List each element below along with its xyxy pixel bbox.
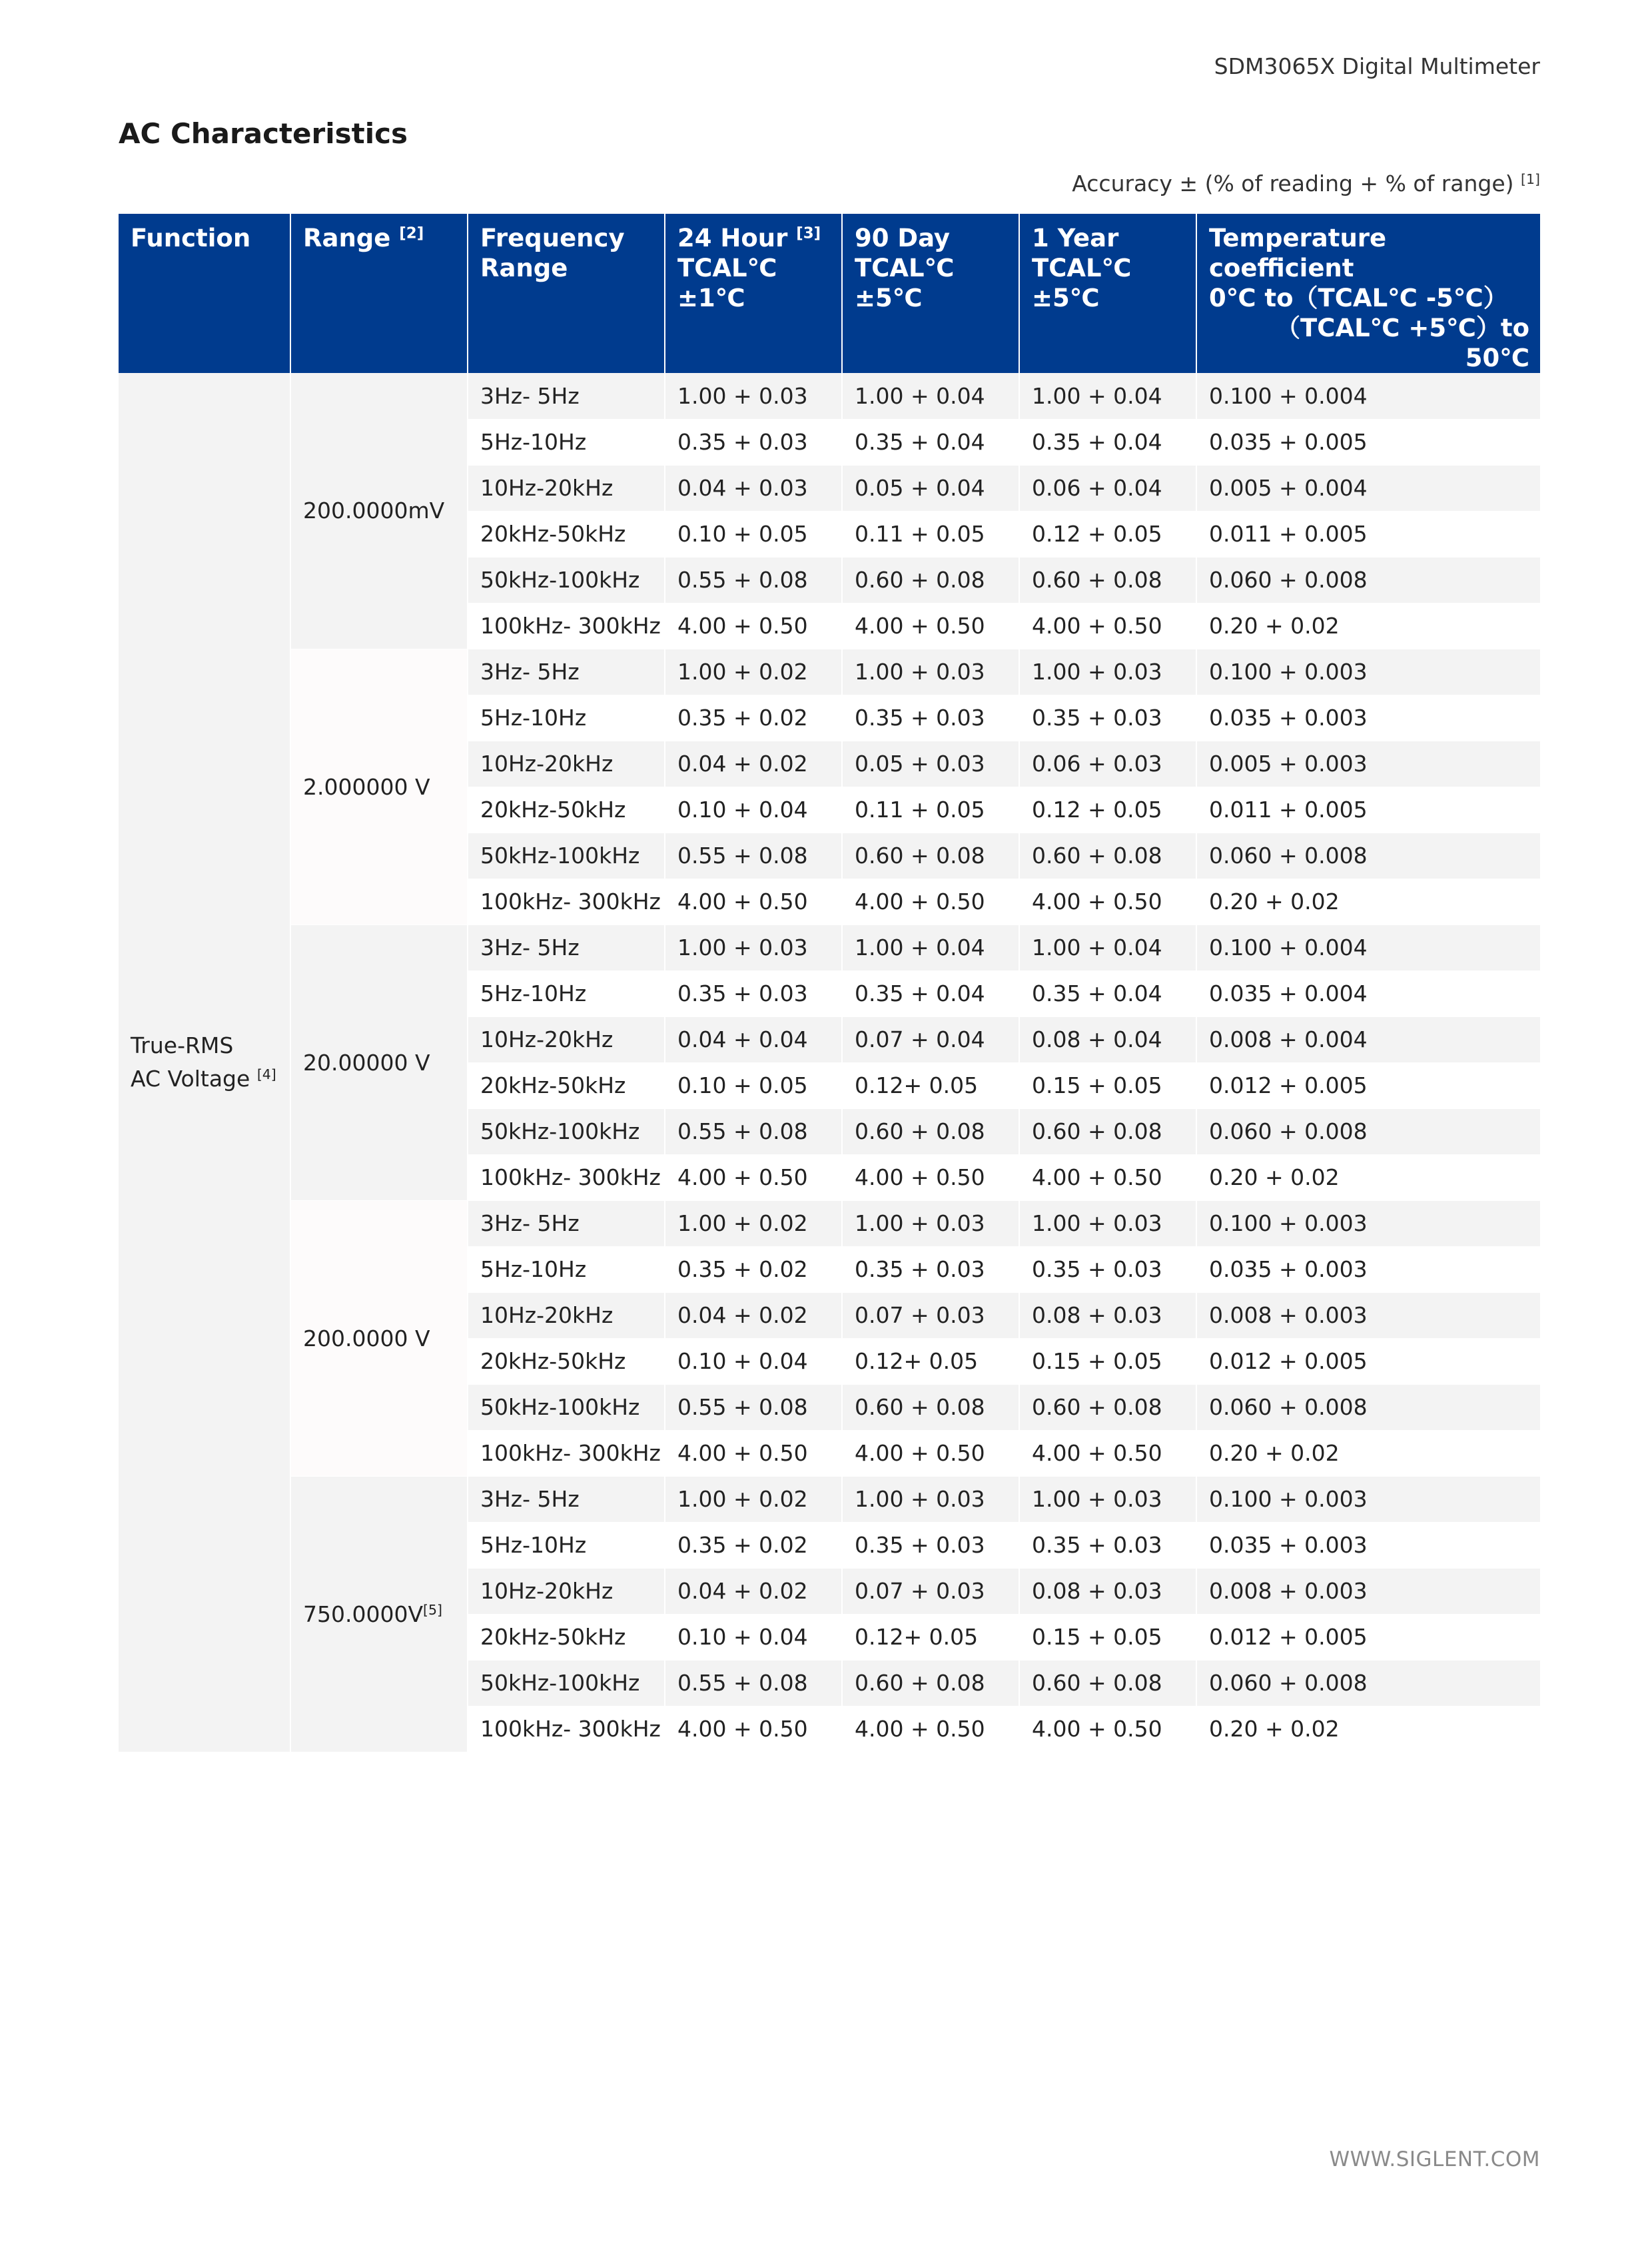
temp-coefficient-cell: 0.060 + 0.008 — [1196, 557, 1540, 603]
temp-coefficient-cell: 0.011 + 0.005 — [1196, 787, 1540, 833]
column-header-function — [119, 214, 290, 373]
90-day-cell: 0.35 + 0.03 — [842, 695, 1019, 741]
column-header-line: ±1℃ — [677, 284, 745, 312]
90-day-cell: 0.11 + 0.05 — [842, 787, 1019, 833]
90-day-cell: 0.07 + 0.04 — [842, 1016, 1019, 1062]
frequency-range-cell: 3Hz- 5Hz — [468, 925, 665, 970]
1-year-cell: 0.08 + 0.03 — [1019, 1292, 1196, 1338]
24-hour-cell: 1.00 + 0.02 — [665, 649, 842, 695]
24-hour-cell: 0.55 + 0.08 — [665, 1108, 842, 1154]
temp-coefficient-cell: 0.100 + 0.003 — [1196, 1200, 1540, 1246]
temp-coefficient-cell: 0.20 + 0.02 — [1196, 879, 1540, 925]
column-header-ref: [2] — [399, 224, 424, 242]
temp-coefficient-cell: 0.035 + 0.004 — [1196, 970, 1540, 1016]
90-day-cell: 0.05 + 0.03 — [842, 741, 1019, 787]
frequency-range-cell: 10Hz-20kHz — [468, 1016, 665, 1062]
24-hour-cell: 0.10 + 0.05 — [665, 511, 842, 557]
24-hour-cell: 0.10 + 0.04 — [665, 787, 842, 833]
temp-coefficient-cell: 0.060 + 0.008 — [1196, 833, 1540, 879]
temp-coefficient-cell: 0.20 + 0.02 — [1196, 1154, 1540, 1200]
1-year-cell: 0.60 + 0.08 — [1019, 833, 1196, 879]
1-year-cell: 0.60 + 0.08 — [1019, 1384, 1196, 1430]
column-header-line: Frequency — [480, 224, 625, 252]
1-year-cell: 0.35 + 0.03 — [1019, 1522, 1196, 1568]
function-ref: [4] — [256, 1066, 276, 1082]
1-year-cell: 0.08 + 0.03 — [1019, 1568, 1196, 1614]
1-year-cell: 0.15 + 0.05 — [1019, 1614, 1196, 1660]
temp-coefficient-cell: 0.005 + 0.003 — [1196, 741, 1540, 787]
frequency-range-cell: 100kHz- 300kHz — [468, 879, 665, 925]
90-day-cell: 0.11 + 0.05 — [842, 511, 1019, 557]
table-row — [119, 1476, 1540, 1522]
90-day-cell: 0.07 + 0.03 — [842, 1292, 1019, 1338]
frequency-range-cell: 3Hz- 5Hz — [468, 649, 665, 695]
range-label: 2.000000 V — [303, 773, 430, 800]
function-label-text: AC Voltage — [131, 1065, 250, 1092]
1-year-cell: 4.00 + 0.50 — [1019, 879, 1196, 925]
24-hour-cell: 1.00 + 0.02 — [665, 1200, 842, 1246]
column-header-line: 0℃ to（TCAL℃ -5℃） — [1209, 284, 1508, 312]
90-day-cell: 0.12+ 0.05 — [842, 1614, 1019, 1660]
90-day-cell: 4.00 + 0.50 — [842, 1430, 1019, 1476]
frequency-range-cell: 100kHz- 300kHz — [468, 1706, 665, 1752]
90-day-cell: 4.00 + 0.50 — [842, 879, 1019, 925]
1-year-cell: 1.00 + 0.03 — [1019, 649, 1196, 695]
footer-website: WWW.SIGLENT.COM — [1329, 2147, 1540, 2171]
range-ref: [5] — [423, 1601, 442, 1618]
frequency-range-cell: 50kHz-100kHz — [468, 1108, 665, 1154]
90-day-cell: 0.60 + 0.08 — [842, 557, 1019, 603]
column-header-line: Function — [131, 224, 251, 252]
frequency-range-cell: 100kHz- 300kHz — [468, 603, 665, 649]
temp-coefficient-cell: 0.060 + 0.008 — [1196, 1384, 1540, 1430]
table-row — [119, 649, 1540, 695]
frequency-range-cell: 5Hz-10Hz — [468, 970, 665, 1016]
column-header-90-day — [842, 214, 1019, 373]
column-header-line: ±5℃ — [855, 284, 923, 312]
1-year-cell: 0.15 + 0.05 — [1019, 1338, 1196, 1384]
temp-coefficient-cell: 0.035 + 0.003 — [1196, 695, 1540, 741]
frequency-range-cell: 50kHz-100kHz — [468, 557, 665, 603]
column-header-line: Range — [480, 254, 568, 282]
frequency-range-cell: 5Hz-10Hz — [468, 1246, 665, 1292]
90-day-cell: 0.35 + 0.03 — [842, 1522, 1019, 1568]
frequency-range-cell: 3Hz- 5Hz — [468, 1476, 665, 1522]
24-hour-cell: 0.04 + 0.03 — [665, 465, 842, 511]
90-day-cell: 0.35 + 0.04 — [842, 419, 1019, 465]
frequency-range-cell: 20kHz-50kHz — [468, 511, 665, 557]
1-year-cell: 1.00 + 0.03 — [1019, 1476, 1196, 1522]
function-label-line — [131, 1029, 278, 1062]
frequency-range-cell: 3Hz- 5Hz — [468, 1200, 665, 1246]
temp-coefficient-cell: 0.035 + 0.003 — [1196, 1246, 1540, 1292]
temp-coefficient-cell: 0.100 + 0.003 — [1196, 649, 1540, 695]
ac-characteristics-table — [119, 214, 1540, 1752]
24-hour-cell: 1.00 + 0.02 — [665, 1476, 842, 1522]
1-year-cell: 0.12 + 0.05 — [1019, 787, 1196, 833]
frequency-range-cell: 3Hz- 5Hz — [468, 373, 665, 419]
1-year-cell: 1.00 + 0.04 — [1019, 925, 1196, 970]
table-header-row — [119, 214, 1540, 373]
24-hour-cell: 0.55 + 0.08 — [665, 1660, 842, 1706]
frequency-range-cell: 20kHz-50kHz — [468, 1338, 665, 1384]
temp-coefficient-cell: 0.008 + 0.003 — [1196, 1292, 1540, 1338]
temp-coefficient-cell: 0.012 + 0.005 — [1196, 1062, 1540, 1108]
frequency-range-cell: 10Hz-20kHz — [468, 741, 665, 787]
column-header-line: coefficient — [1209, 254, 1354, 282]
accuracy-note — [1072, 171, 1540, 196]
1-year-cell: 0.06 + 0.03 — [1019, 741, 1196, 787]
90-day-cell: 0.07 + 0.03 — [842, 1568, 1019, 1614]
column-header-line: 24 Hour — [677, 224, 788, 252]
90-day-cell: 0.60 + 0.08 — [842, 1384, 1019, 1430]
temp-coefficient-cell: 0.100 + 0.003 — [1196, 1476, 1540, 1522]
table-row — [119, 373, 1540, 419]
frequency-range-cell: 5Hz-10Hz — [468, 419, 665, 465]
function-label-text: True-RMS — [131, 1032, 234, 1058]
temp-coefficient-cell: 0.100 + 0.004 — [1196, 925, 1540, 970]
90-day-cell: 1.00 + 0.04 — [842, 925, 1019, 970]
column-header-title — [303, 223, 456, 253]
column-header-1-year — [1019, 214, 1196, 373]
1-year-cell: 0.12 + 0.05 — [1019, 511, 1196, 557]
frequency-range-cell: 10Hz-20kHz — [468, 465, 665, 511]
column-header-line: Range — [303, 224, 391, 252]
24-hour-cell: 0.35 + 0.02 — [665, 695, 842, 741]
frequency-range-cell: 50kHz-100kHz — [468, 1660, 665, 1706]
function-label-line — [131, 1062, 278, 1096]
frequency-range-cell: 100kHz- 300kHz — [468, 1154, 665, 1200]
24-hour-cell: 0.35 + 0.03 — [665, 419, 842, 465]
90-day-cell: 1.00 + 0.03 — [842, 1200, 1019, 1246]
90-day-cell: 4.00 + 0.50 — [842, 1706, 1019, 1752]
90-day-cell: 0.60 + 0.08 — [842, 833, 1019, 879]
frequency-range-cell: 20kHz-50kHz — [468, 1614, 665, 1660]
temp-coefficient-cell: 0.035 + 0.003 — [1196, 1522, 1540, 1568]
range-label: 200.0000 V — [303, 1325, 430, 1351]
range-cell — [290, 373, 468, 649]
24-hour-cell: 0.04 + 0.04 — [665, 1016, 842, 1062]
column-header-line: TCAL℃ — [855, 254, 955, 282]
frequency-range-cell: 10Hz-20kHz — [468, 1568, 665, 1614]
1-year-cell: 4.00 + 0.50 — [1019, 1154, 1196, 1200]
24-hour-cell: 4.00 + 0.50 — [665, 603, 842, 649]
range-cell — [290, 649, 468, 925]
1-year-cell: 0.35 + 0.03 — [1019, 695, 1196, 741]
frequency-range-cell: 10Hz-20kHz — [468, 1292, 665, 1338]
column-header-line: ±5℃ — [1032, 284, 1100, 312]
24-hour-cell: 0.04 + 0.02 — [665, 741, 842, 787]
24-hour-cell: 0.35 + 0.02 — [665, 1246, 842, 1292]
temp-coefficient-cell: 0.20 + 0.02 — [1196, 1430, 1540, 1476]
frequency-range-cell: 20kHz-50kHz — [468, 787, 665, 833]
frequency-range-cell: 5Hz-10Hz — [468, 1522, 665, 1568]
temp-coefficient-cell: 0.060 + 0.008 — [1196, 1660, 1540, 1706]
column-header-line: 1 Year — [1032, 224, 1119, 252]
90-day-cell: 4.00 + 0.50 — [842, 1154, 1019, 1200]
90-day-cell: 0.12+ 0.05 — [842, 1062, 1019, 1108]
24-hour-cell: 0.35 + 0.02 — [665, 1522, 842, 1568]
24-hour-cell: 4.00 + 0.50 — [665, 879, 842, 925]
24-hour-cell: 0.04 + 0.02 — [665, 1568, 842, 1614]
frequency-range-cell: 50kHz-100kHz — [468, 833, 665, 879]
frequency-range-cell: 20kHz-50kHz — [468, 1062, 665, 1108]
1-year-cell: 4.00 + 0.50 — [1019, 1430, 1196, 1476]
function-cell — [119, 373, 290, 1752]
temp-coefficient-cell: 0.011 + 0.005 — [1196, 511, 1540, 557]
table-body — [119, 373, 1540, 1752]
24-hour-cell: 0.04 + 0.02 — [665, 1292, 842, 1338]
90-day-cell: 0.60 + 0.08 — [842, 1660, 1019, 1706]
column-header-line: 90 Day — [855, 224, 951, 252]
24-hour-cell: 0.10 + 0.04 — [665, 1338, 842, 1384]
1-year-cell: 0.08 + 0.04 — [1019, 1016, 1196, 1062]
1-year-cell: 0.35 + 0.03 — [1019, 1246, 1196, 1292]
temp-coefficient-cell: 0.008 + 0.003 — [1196, 1568, 1540, 1614]
24-hour-cell: 4.00 + 0.50 — [665, 1430, 842, 1476]
column-header-temperature-coefficient — [1196, 214, 1540, 373]
frequency-range-cell: 100kHz- 300kHz — [468, 1430, 665, 1476]
column-header-24-hour — [665, 214, 842, 373]
range-label: 20.00000 V — [303, 1049, 430, 1076]
temp-coefficient-cell: 0.060 + 0.008 — [1196, 1108, 1540, 1154]
90-day-cell: 1.00 + 0.03 — [842, 1476, 1019, 1522]
column-header-range — [290, 214, 468, 373]
24-hour-cell: 0.55 + 0.08 — [665, 1384, 842, 1430]
24-hour-cell: 0.10 + 0.05 — [665, 1062, 842, 1108]
column-header-ref: [3] — [796, 224, 821, 242]
1-year-cell: 4.00 + 0.50 — [1019, 603, 1196, 649]
1-year-cell: 0.15 + 0.05 — [1019, 1062, 1196, 1108]
frequency-range-cell: 5Hz-10Hz — [468, 695, 665, 741]
90-day-cell: 0.35 + 0.04 — [842, 970, 1019, 1016]
1-year-cell: 1.00 + 0.04 — [1019, 373, 1196, 419]
90-day-cell: 0.05 + 0.04 — [842, 465, 1019, 511]
90-day-cell: 0.60 + 0.08 — [842, 1108, 1019, 1154]
temp-coefficient-cell: 0.20 + 0.02 — [1196, 603, 1540, 649]
temp-coefficient-cell: 0.012 + 0.005 — [1196, 1338, 1540, 1384]
1-year-cell: 0.60 + 0.08 — [1019, 1660, 1196, 1706]
temp-coefficient-cell: 0.012 + 0.005 — [1196, 1614, 1540, 1660]
90-day-cell: 4.00 + 0.50 — [842, 603, 1019, 649]
90-day-cell: 1.00 + 0.04 — [842, 373, 1019, 419]
24-hour-cell: 1.00 + 0.03 — [665, 373, 842, 419]
temp-coefficient-cell: 0.005 + 0.004 — [1196, 465, 1540, 511]
column-header-title — [677, 223, 831, 253]
range-label: 750.0000V — [303, 1601, 424, 1627]
1-year-cell: 0.60 + 0.08 — [1019, 557, 1196, 603]
24-hour-cell: 4.00 + 0.50 — [665, 1706, 842, 1752]
column-header-frequency-range — [468, 214, 665, 373]
temp-coefficient-cell: 0.035 + 0.005 — [1196, 419, 1540, 465]
range-cell — [290, 1200, 468, 1476]
24-hour-cell: 0.55 + 0.08 — [665, 557, 842, 603]
range-cell — [290, 925, 468, 1200]
1-year-cell: 0.35 + 0.04 — [1019, 970, 1196, 1016]
24-hour-cell: 0.55 + 0.08 — [665, 833, 842, 879]
1-year-cell: 0.06 + 0.04 — [1019, 465, 1196, 511]
1-year-cell: 1.00 + 0.03 — [1019, 1200, 1196, 1246]
temp-coefficient-cell: 0.20 + 0.02 — [1196, 1706, 1540, 1752]
1-year-cell: 0.60 + 0.08 — [1019, 1108, 1196, 1154]
90-day-cell: 1.00 + 0.03 — [842, 649, 1019, 695]
24-hour-cell: 1.00 + 0.03 — [665, 925, 842, 970]
column-header-line: TCAL℃ — [1032, 254, 1132, 282]
table-row — [119, 925, 1540, 970]
column-header-line: TCAL℃ — [677, 254, 777, 282]
column-header-line: Temperature — [1209, 224, 1387, 252]
24-hour-cell: 4.00 + 0.50 — [665, 1154, 842, 1200]
90-day-cell: 0.35 + 0.03 — [842, 1246, 1019, 1292]
temp-coefficient-cell: 0.008 + 0.004 — [1196, 1016, 1540, 1062]
document-title: SDM3065X Digital Multimeter — [1214, 53, 1540, 79]
accuracy-note-text: Accuracy ± (% of reading + % of range) — [1072, 171, 1514, 196]
1-year-cell: 0.35 + 0.04 — [1019, 419, 1196, 465]
90-day-cell: 0.12+ 0.05 — [842, 1338, 1019, 1384]
1-year-cell: 4.00 + 0.50 — [1019, 1706, 1196, 1752]
24-hour-cell: 0.10 + 0.04 — [665, 1614, 842, 1660]
temp-coefficient-cell: 0.100 + 0.004 — [1196, 373, 1540, 419]
frequency-range-cell: 50kHz-100kHz — [468, 1384, 665, 1430]
24-hour-cell: 0.35 + 0.03 — [665, 970, 842, 1016]
range-label: 200.0000mV — [303, 498, 445, 524]
accuracy-note-ref: [1] — [1521, 171, 1540, 187]
table-row — [119, 1200, 1540, 1246]
column-header-line: （TCAL℃ +5℃）to 50℃ — [1276, 314, 1529, 372]
section-title: AC Characteristics — [119, 117, 408, 150]
range-cell — [290, 1476, 468, 1752]
